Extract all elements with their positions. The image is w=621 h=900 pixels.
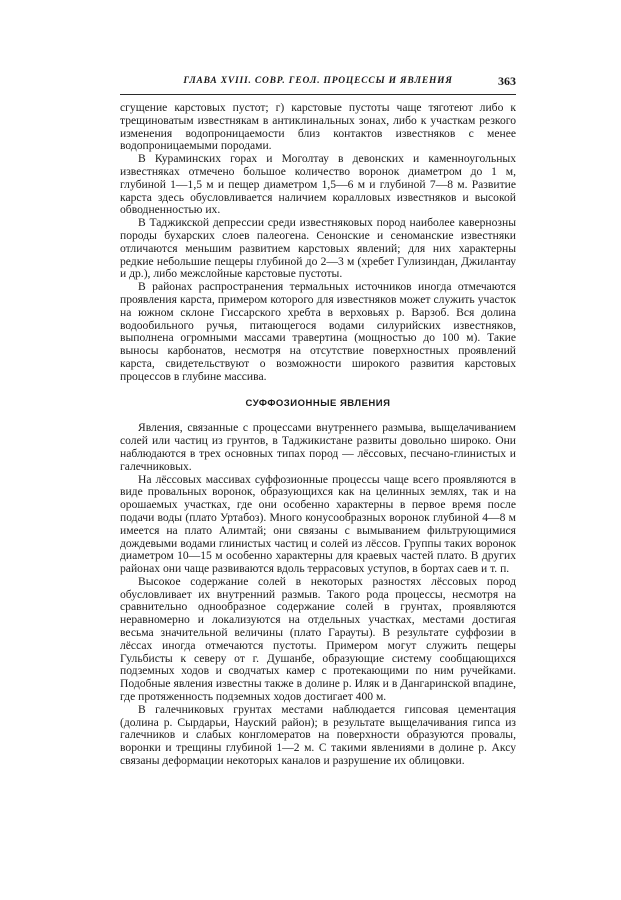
paragraph-tajik-depression: В Таджикской депрессии среди известняковых пород наиболее кавернозны породы бухарских слоев палеогена. Сенонские и сеноманские известняки отличаются меньшим развитием карстовых явлений; для них характерны редкие небольшие пещеры глубиной до 2—3 м (хребет Гулизиндан, Джилантау и др.), либо межслойные карстовые пустоты. <box>120 216 516 281</box>
paragraph-karst-continuation: сгущение карстовых пустот; г) карстовые пустоты чаще тяготеют либо к трещиноватым известнякам в антиклинальных зонах, либо к участкам резкого изменения водопроницаемости близ контактов известняков с менее водопроницаемыми породами. <box>120 101 516 153</box>
paragraph-thermal-springs: В районах распространения термальных источников иногда отмечаются проявления карста, примером которого для известняков может служить участок на южном склоне Гиссарского хребта в верховьях р. Варзоб. Вся долина водообильного ручья, питающегося водами силурийских известняков, выполнена огромными массами травертина (мощностью до 100 м). Такие выносы карбонатов, несмотря на отсутствие поверхностных проявлений карста, свидетельствуют о возможности широкого развития карстовых процессов в глубине массива. <box>120 280 516 383</box>
paragraph-suffosion-intro: Явления, связанные с процессами внутреннего размыва, выщелачиванием солей или частиц из грунтов, в Таджикистане развиты довольно широко. Они наблюдаются в трех основных типах пород — лёссовых, песчано-глинистых и галечниковых. <box>120 421 516 473</box>
body-text <box>120 102 516 768</box>
paragraph-gravel-soils: В галечниковых грунтах местами наблюдается гипсовая цементация (долина р. Сырдарьи, Науский район); в результате выщелачивания гипса из галечников и слабых конгломератов на поверхности образуются провалы, воронки и трещины глубиной 1—2 м. С такими явлениями в долине р. Аксу связаны деформации некоторых каналов и разрушение их облицовки. <box>120 702 516 768</box>
paragraph-loess-massifs: На лёссовых массивах суффозионные процессы чаще всего проявляются в виде провальных воронок, образующихся как на целинных землях, так и на орошаемых участках, где они особенно характерны в первое время после подачи воды (плато Уртабоз). Много конусообразных воронок глубиной 4—8 м имеется на плато Алимтай; они связаны с вымыванием фильтрующимися дождевыми водами глинистых частиц и солей из лёссов. Группы таких воронок диаметром 10—15 м особенно характерны для краевых частей плато. В других районах они чаще развиваются вдоль террасовых уступов, в бортах саев и т. п. <box>120 472 516 576</box>
section-heading: СУФФОЗИОННЫЕ ЯВЛЕНИЯ <box>245 397 391 409</box>
running-head: ГЛАВА XVIII. СОВР. ГЕОЛ. ПРОЦЕССЫ И ЯВЛЕНИЯ <box>183 76 453 86</box>
page-number: 363 <box>498 74 516 88</box>
paragraph-salt-content: Высокое содержание солей в некоторых разностях лёссовых пород обусловливает их внутренний размыв. Такого рода процессы, несмотря на сравнительно однообразное содержание солей в грунтах, проявляются неравномерно и локализуются на отдельных участках, местами достигая весьма значительной величины (плато Гарауты). В результате суффозии в лёссах иногда отмечаются пустоты. Примером могут служить пещеры Гульбисты к северу от г. Душанбе, образующие систему сообщающихся подземных ходов и сводчатых камер с протекающими по ним ручейками. Подобные явления известны также в долине р. Иляк и в Дангаринской впадине, где протяженность подземных ходов достигает 400 м. <box>120 574 516 704</box>
page-header <box>120 72 516 95</box>
paragraph-kuramin-mountains: В Кураминских горах и Моголтау в девонских и каменноугольных известняках отмечено большое количество воронок диаметром до 1 м, глубиной 1—1,5 м и пещер диаметром 1,5—6 м и глубиной 7—8 м. Развитие карста здесь обусловливается наличием коралловых известняков и высокой обводненностью их. <box>120 152 516 217</box>
